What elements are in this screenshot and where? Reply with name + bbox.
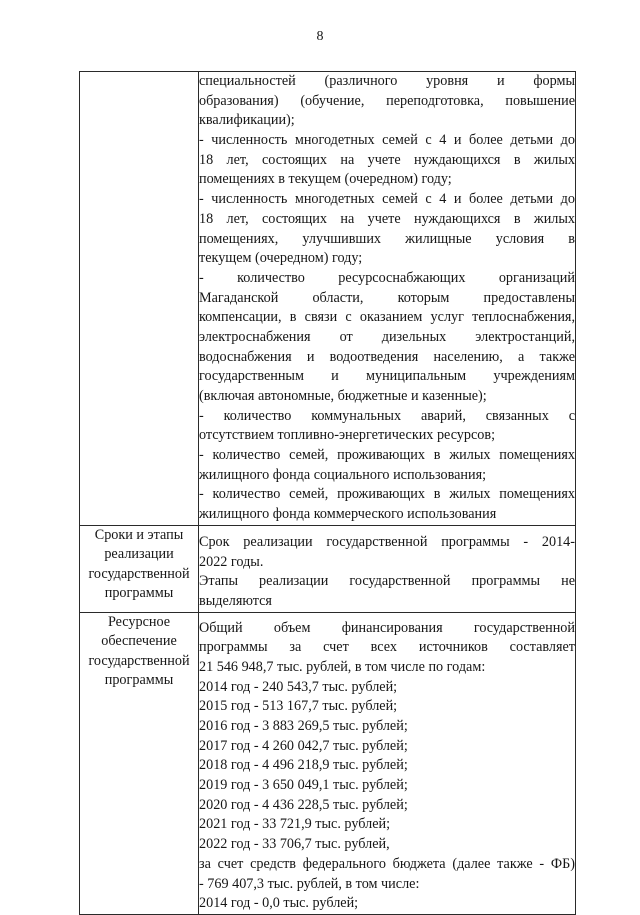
text-line: 2014 год - 0,0 тыс. рублей; <box>199 895 359 912</box>
text-line: выделяются <box>199 592 272 609</box>
row-content-cell <box>199 525 576 612</box>
text-line: Этапы реализации государственной программы не <box>199 573 575 590</box>
text-line: 2019 год - 3 650 049,1 тыс. рублей; <box>199 777 408 794</box>
table-row-timeline <box>80 525 576 612</box>
text-line: - численность многодетных семей с 4 и более детьми до <box>199 191 575 208</box>
table-row-indicators <box>80 72 576 526</box>
text-line: жилищного фонда социального использования; <box>199 466 487 483</box>
text-line: текущем (очередном) году; <box>199 250 363 267</box>
text-line: квалификации); <box>199 112 295 129</box>
row-label-line: программы <box>104 672 174 689</box>
text-line: 2022 годы. <box>199 553 264 570</box>
text-line: Срок реализации государственной программы - 2014- <box>199 533 575 550</box>
text-line: специальностей (различного уровня и формы <box>199 73 575 89</box>
text-line: 2017 год - 4 260 042,7 тыс. рублей; <box>199 737 408 754</box>
text-line: 2022 год - 33 706,7 тыс. рублей, <box>199 836 390 853</box>
row-label-cell <box>80 612 199 914</box>
text-line: государственным и муниципальным учреждениям <box>199 368 575 385</box>
row-label-line: программы <box>104 585 174 602</box>
text-line: - численность многодетных семей с 4 и более детьми до <box>199 132 575 149</box>
text-line: - количество ресурсоснабжающих организаций <box>199 269 575 286</box>
text-line: помещениях в текущем (очередном) году; <box>199 171 452 188</box>
text-line: Магаданской области, которым предоставлены <box>199 289 575 306</box>
page-number: 8 <box>316 29 324 44</box>
text-line: помещениях, улучшивших жилищные условия в <box>199 230 575 247</box>
text-line: программы за счет всех источников составляет <box>199 639 575 656</box>
program-passport-table <box>79 71 576 915</box>
text-line: жилищного фонда коммерческого использования <box>199 506 497 523</box>
text-line: образования) (обучение, переподготовка, повышение <box>199 92 575 109</box>
text-line: 2014 год - 240 543,7 тыс. рублей; <box>199 678 398 695</box>
text-line: за счет средств федерального бюджета (далее также - ФБ) <box>199 855 575 872</box>
row-label-cell <box>80 525 199 612</box>
row-label-line: реализации <box>104 546 174 563</box>
row-label-line: государственной <box>88 565 190 582</box>
text-line: 21 546 948,7 тыс. рублей, в том числе по годам: <box>199 658 486 675</box>
text-line: 18 лет, состоящих на учете нуждающихся в жилых <box>199 151 575 168</box>
text-line: - 769 407,3 тыс. рублей, в том числе: <box>199 875 420 892</box>
text-line: 2016 год - 3 883 269,5 тыс. рублей; <box>199 718 408 734</box>
row-label-line: государственной <box>88 652 190 669</box>
text-line: - количество коммунальных аварий, связанных с <box>199 407 575 424</box>
text-line: 2018 год - 4 496 218,9 тыс. рублей; <box>199 757 408 774</box>
row-label-line: Сроки и этапы <box>94 526 184 543</box>
text-line: водоснабжения и водоотведения населению, а также <box>199 348 575 365</box>
text-line: - количество семей, проживающих в жилых помещениях <box>199 486 575 503</box>
text-line: - количество семей, проживающих в жилых помещениях <box>199 447 575 464</box>
row-content-cell <box>199 612 576 914</box>
text-line: (включая автономные, бюджетные и казенные); <box>199 388 487 404</box>
text-line: 2015 год - 513 167,7 тыс. рублей; <box>199 698 398 715</box>
row-content-cell <box>199 72 576 526</box>
text-line: компенсации, в связи с оказанием услуг теплоснабжения, <box>199 309 575 326</box>
text-line: 2021 год - 33 721,9 тыс. рублей; <box>199 816 391 833</box>
row-label-line: Ресурсное <box>107 613 171 630</box>
row-label-line: обеспечение <box>101 633 177 650</box>
text-line: 2020 год - 4 436 228,5 тыс. рублей; <box>199 796 408 813</box>
text-line: электроснабжения от дизельных электростанций, <box>199 328 575 345</box>
table-row-funding <box>80 612 576 914</box>
text-line: 18 лет, состоящих на учете нуждающихся в жилых <box>199 210 575 227</box>
text-line: отсутствием топливно-энергетических ресурсов; <box>199 427 496 444</box>
row-label-cell <box>80 72 199 526</box>
text-line: Общий объем финансирования государственной <box>199 619 575 636</box>
